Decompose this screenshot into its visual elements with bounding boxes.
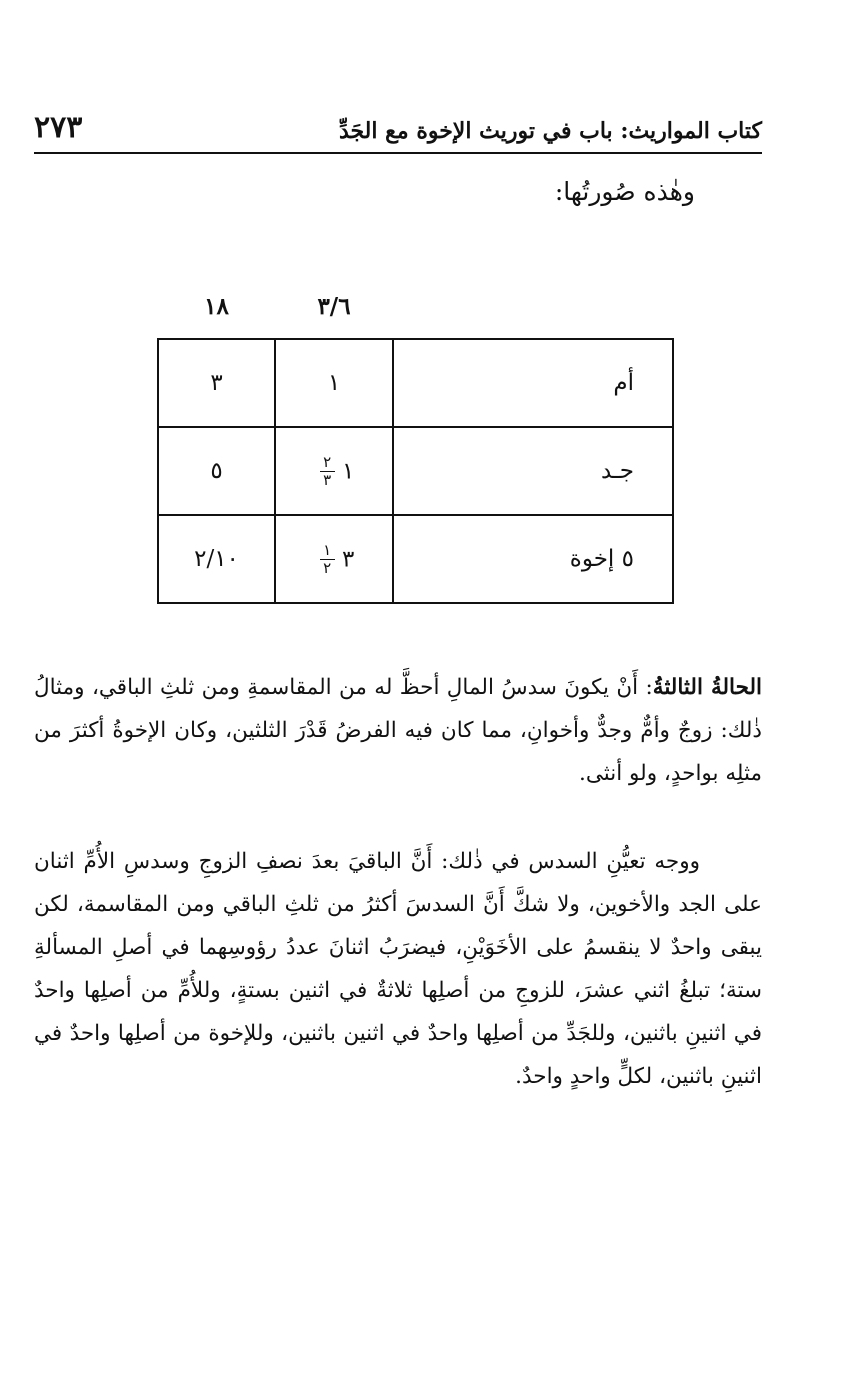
fraction-numerator: ١: [323, 540, 332, 559]
share-fraction: [320, 454, 335, 489]
paragraph-third-case: [34, 666, 762, 795]
table-row: [158, 427, 673, 515]
fraction-numerator: ٢: [323, 452, 332, 471]
table-row: [158, 515, 673, 603]
heir-cell: أم: [393, 339, 673, 427]
case-label: الحالةُ الثالثةُ: [652, 675, 762, 700]
page-number: ٢٧٣: [34, 110, 83, 145]
column-head-share: ٣/٦: [317, 293, 351, 320]
running-title: كتاب المواريث: باب في توريث الإخوة مع الجَدِّ: [338, 118, 762, 144]
total-cell: ٢/١٠: [158, 515, 275, 603]
intro-line: وهٰذه صُورتُها:: [554, 177, 695, 206]
case-text: : أَنْ يكونَ سدسُ المالِ أحظَّ له من المقاسمةِ ومن ثلثِ الباقي، ومثالُ ذٰلك: زوجٌ وأمٌّ وجدٌّ وأخوانِ، مما كان فيه الفرضُ قَدْرَ الثلثين، وكان الإخوةُ أكثرَ من مثلِه بواحدٍ، ولو أنثى.: [34, 675, 762, 786]
page-header: [34, 110, 762, 154]
share-cell: ١: [275, 339, 393, 427]
table-row: [158, 339, 673, 427]
heir-cell: جـد: [393, 427, 673, 515]
inheritance-table: [157, 338, 674, 604]
share-cell: [275, 427, 393, 515]
share-fraction: [320, 542, 335, 577]
paragraph-explanation: [34, 840, 762, 1098]
column-head-total: ١٨: [204, 293, 229, 320]
fraction-denominator: ٣: [323, 470, 332, 489]
fraction-denominator: ٢: [323, 558, 332, 577]
header-divider: [34, 152, 762, 154]
share-cell: [275, 515, 393, 603]
heir-cell: ٥ إخوة: [393, 515, 673, 603]
share-whole: ١: [341, 458, 355, 484]
total-cell: ٥: [158, 427, 275, 515]
total-cell: ٣: [158, 339, 275, 427]
explanation-text: ووجه تعيُّنِ السدس في ذٰلك: أَنَّ الباقيَ بعدَ نصفِ الزوجِ وسدسِ الأُمِّ اثنان على الجد والأخوين، ولا شكَّ أَنَّ السدسَ أكثرُ من ثلثِ الباقي ومن المقاسمة، لكن يبقى واحدٌ لا ينقسمُ على الأخَوَيْنِ، فيضرَبُ اثنانَ عددُ رؤوسِهما في أصلِ المسألةِ ستة؛ تبلغُ اثني عشرَ، للزوجِ من أصلِها ثلاثةٌ في اثنين بستةٍ، وللأُمِّ من أصلِها واحدٌ في اثنينِ باثنين، وللجَدِّ من أصلِها واحدٌ في اثنين باثنين، وللإخوة من أصلِها واحدٌ في اثنينِ باثنين، لكلٍّ واحدٍ واحدٌ.: [34, 849, 762, 1089]
share-whole: ٣: [341, 546, 355, 572]
